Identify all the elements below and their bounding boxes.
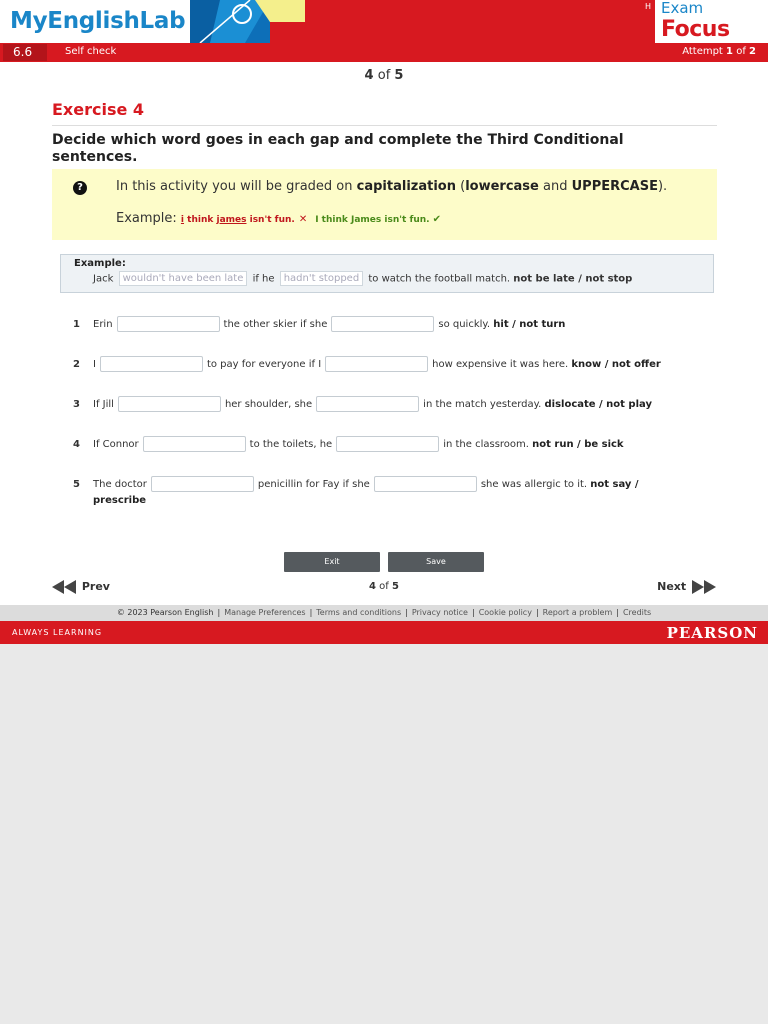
attempt-mid: of — [736, 46, 746, 57]
exit-button[interactable]: Exit — [284, 552, 380, 572]
activity-titlebar — [0, 43, 768, 62]
question-cue: not say / — [590, 479, 639, 490]
question-2 — [73, 356, 661, 373]
example-gap-2: hadn't stopped — [280, 271, 363, 286]
grading-note-text — [116, 179, 676, 194]
attempt-total: 2 — [749, 46, 756, 57]
wrong-b: think — [184, 215, 217, 225]
title-divider — [52, 125, 717, 126]
check-icon: ✔ — [432, 214, 441, 225]
note-t4: ). — [657, 179, 668, 194]
example-p1: Jack — [93, 273, 114, 285]
page-counter-top — [0, 68, 768, 83]
focus-word: Focus — [661, 17, 730, 42]
note-t3: and — [538, 179, 572, 194]
question-4 — [73, 436, 624, 453]
question-cue: not run / be sick — [532, 439, 624, 450]
question-1 — [73, 316, 565, 333]
example-p2: if he — [252, 273, 275, 285]
save-button[interactable]: Save — [388, 552, 484, 572]
question-cue: hit / not turn — [493, 319, 566, 330]
wrong-d: isn't fun. — [246, 215, 295, 225]
section-label: Self check — [65, 46, 117, 57]
grading-note — [52, 169, 717, 240]
header-decoration — [190, 0, 305, 43]
answer-gap-3b[interactable] — [316, 396, 419, 412]
question-text-c: how expensive it was here. — [432, 359, 569, 370]
worked-example — [60, 254, 714, 293]
worked-example-label: Example: — [74, 258, 126, 269]
question-text-c: in the match yesterday. — [423, 399, 542, 410]
wrong-c: james — [216, 215, 247, 225]
attempt-counter — [682, 46, 756, 57]
prev-label: Prev — [81, 580, 110, 593]
right-example: I think James isn't fun. — [315, 215, 430, 225]
question-text-a: If Connor — [93, 439, 139, 450]
example-gap-1: wouldn't have been late — [119, 271, 248, 286]
answer-gap-4b[interactable] — [336, 436, 439, 452]
example-p3: to watch the football match. — [368, 273, 511, 285]
note-b1: capitalization — [356, 179, 456, 194]
footer-link-privacy[interactable]: Privacy notice — [411, 608, 468, 617]
footer-link-terms[interactable]: Terms and conditions — [316, 608, 402, 617]
question-text-c: she was allergic to it. — [480, 479, 588, 490]
double-right-arrow-icon — [690, 580, 716, 594]
answer-gap-3a[interactable] — [118, 396, 221, 412]
answer-gap-2a[interactable] — [100, 356, 203, 372]
question-text-b: to pay for everyone if I — [206, 359, 322, 370]
exam-word: Exam — [661, 0, 704, 17]
app-header — [0, 0, 768, 43]
wrong-example — [181, 215, 295, 225]
answer-gap-5b[interactable] — [374, 476, 477, 492]
pearson-logo: PEARSON — [666, 624, 758, 642]
header-hint: H — [645, 2, 652, 11]
footer-brand-bar — [0, 621, 768, 644]
question-number: 5 — [73, 479, 80, 490]
question-number: 3 — [73, 399, 80, 410]
cross-icon: ✕ — [298, 214, 308, 225]
footer-link-credits[interactable]: Credits — [622, 608, 652, 617]
answer-gap-1a[interactable] — [117, 316, 220, 332]
answer-gap-4a[interactable] — [143, 436, 246, 452]
footer-link-report[interactable]: Report a problem — [542, 608, 613, 617]
example-cue: not be late / not stop — [513, 273, 633, 285]
answer-gap-1b[interactable] — [331, 316, 434, 332]
question-number: 2 — [73, 359, 80, 370]
question-cue-cont: prescribe — [93, 495, 147, 506]
question-text-c: in the classroom. — [443, 439, 529, 450]
help-icon[interactable]: ? — [73, 181, 87, 195]
note-t2: ( — [455, 179, 466, 194]
answer-gap-5a[interactable] — [151, 476, 254, 492]
page-counter-bottom — [0, 581, 768, 592]
attempt-prefix: Attempt — [682, 46, 723, 57]
question-text-a: Erin — [93, 319, 113, 330]
exercise-title: Exercise 4 — [52, 100, 145, 119]
counter-bottom-total: 5 — [392, 581, 399, 592]
footer-tagline: ALWAYS LEARNING — [12, 628, 103, 637]
note-t1: In this activity you will be graded on — [116, 179, 357, 194]
question-text-a: The doctor — [93, 479, 147, 490]
note-example-label: Example: — [116, 211, 177, 226]
wrong-a: i — [180, 215, 185, 225]
counter-top-of: of — [377, 68, 391, 83]
unit-number: 6.6 — [3, 44, 47, 61]
footer-links: © 2023 Pearson English | Manage Preferences | Terms and conditions | Privacy notice | Cookie policy | Report a problem | Credits — [0, 605, 768, 621]
question-text-b: to the toilets, he — [249, 439, 333, 450]
question-cue: dislocate / not play — [544, 399, 652, 410]
question-3 — [73, 396, 652, 413]
question-text-a: I — [93, 359, 96, 370]
question-text-c: so quickly. — [438, 319, 491, 330]
exam-focus-logo — [655, 0, 768, 43]
counter-top-current: 4 — [364, 68, 374, 83]
main-content — [0, 62, 768, 605]
question-text-b: penicillin for Fay if she — [257, 479, 370, 490]
question-5 — [73, 476, 639, 509]
worked-example-sentence — [93, 271, 632, 286]
question-number: 1 — [73, 319, 80, 330]
next-link[interactable] — [657, 580, 716, 594]
answer-gap-2b[interactable] — [325, 356, 428, 372]
counter-bottom-of: of — [379, 581, 389, 592]
question-number: 4 — [73, 439, 80, 450]
question-text-b: her shoulder, she — [224, 399, 313, 410]
footer-link-preferences[interactable]: Manage Preferences — [224, 608, 306, 617]
grading-example — [116, 211, 441, 226]
note-b2: lowercase — [465, 179, 539, 194]
note-b3: UPPERCASE — [571, 179, 658, 194]
question-text-b: the other skier if she — [223, 319, 328, 330]
copyright: © 2023 Pearson English — [116, 608, 214, 617]
exercise-instruction: Decide which word goes in each gap and complete the Third Conditional sentences. — [52, 132, 624, 165]
question-cue: know / not offer — [571, 359, 661, 370]
counter-top-total: 5 — [394, 68, 404, 83]
counter-bottom-current: 4 — [369, 581, 376, 592]
footer-link-cookie[interactable]: Cookie policy — [478, 608, 532, 617]
attempt-current: 1 — [726, 46, 734, 57]
app-logo[interactable]: MyEnglishLab — [10, 8, 186, 34]
question-text-a: If Jill — [93, 399, 114, 410]
next-label: Next — [657, 580, 687, 593]
